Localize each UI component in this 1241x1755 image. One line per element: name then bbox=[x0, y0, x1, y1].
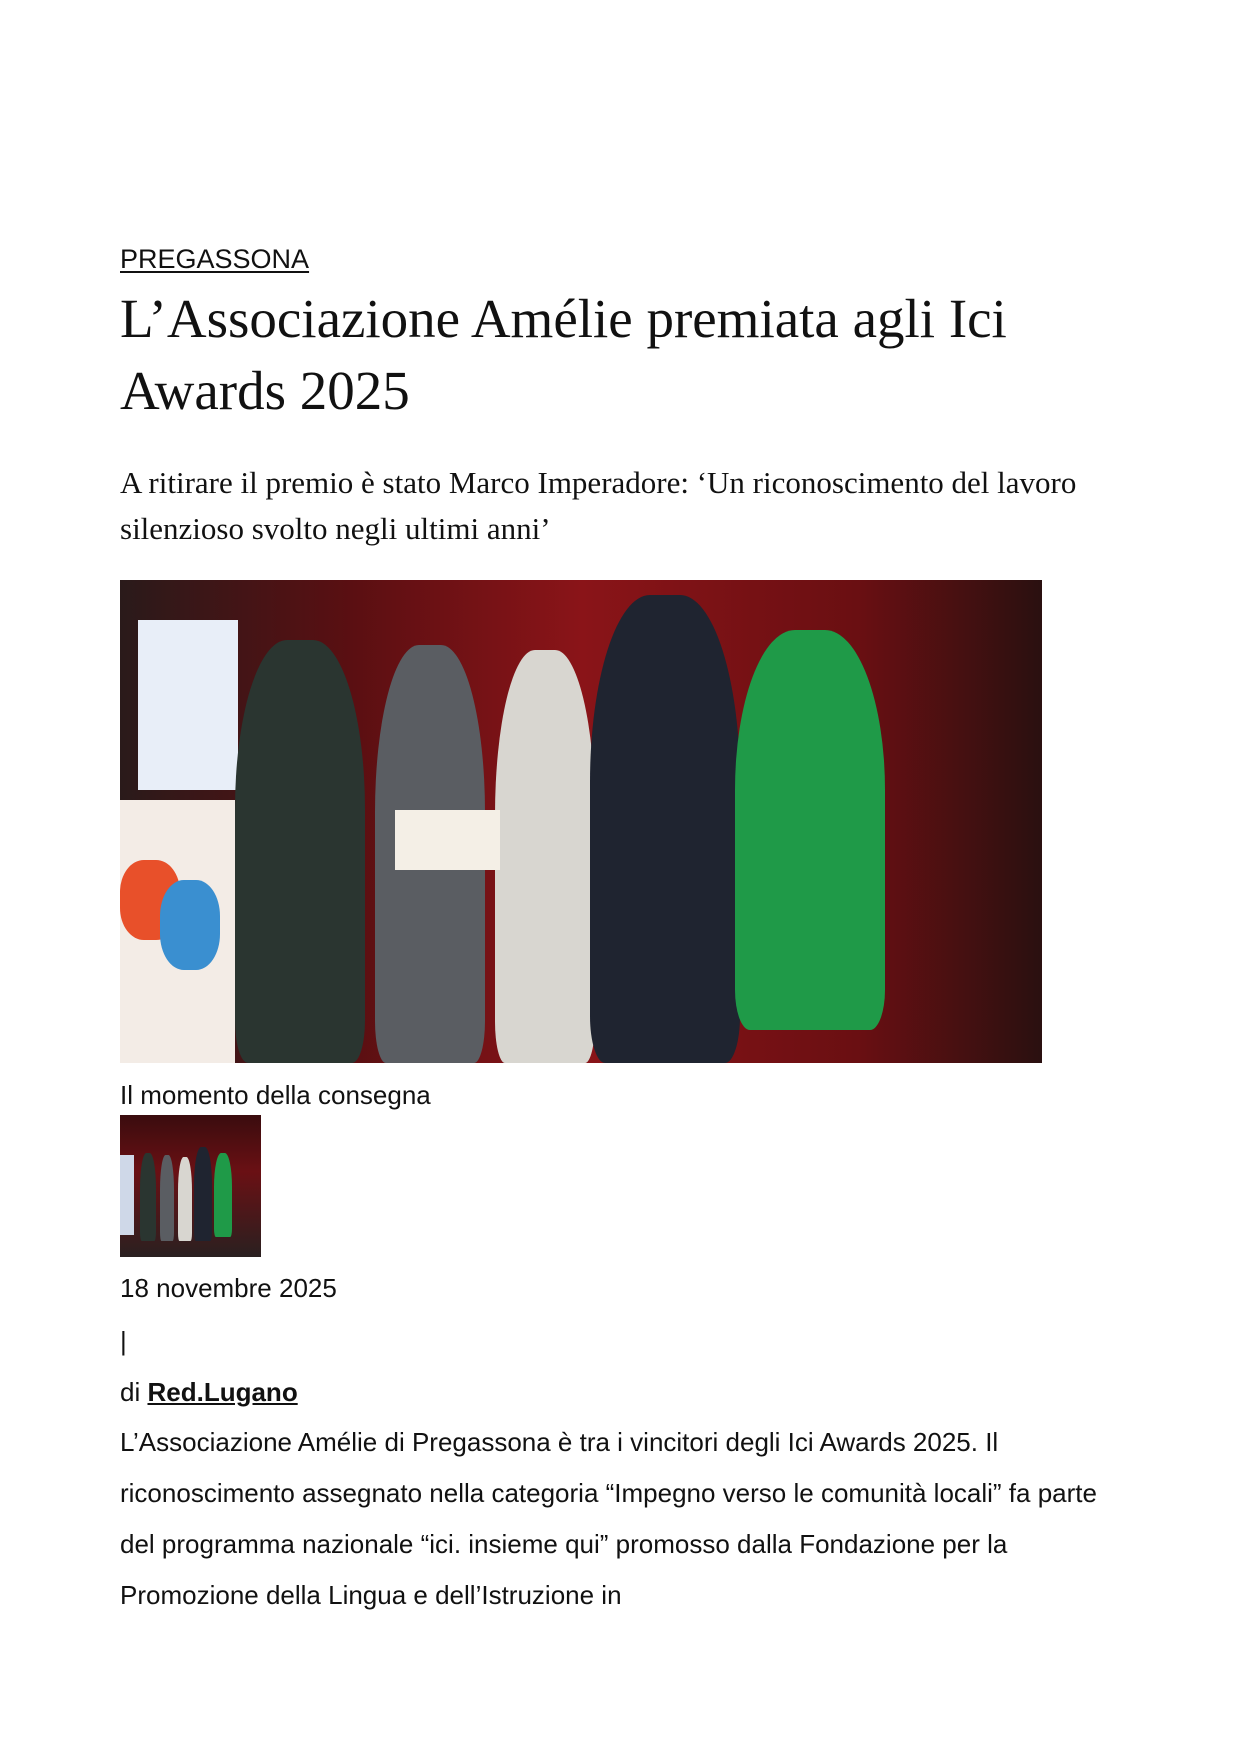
photo-thumbnail[interactable] bbox=[120, 1115, 261, 1257]
photo-caption: Il momento della consegna bbox=[120, 1080, 431, 1110]
award-screen bbox=[138, 620, 238, 790]
certificate bbox=[395, 810, 500, 870]
author-link[interactable]: Red.Lugano bbox=[147, 1377, 298, 1407]
author-prefix: di bbox=[120, 1377, 141, 1407]
article-subtitle: A ritirare il premio è stato Marco Imperadore: ‘Un riconoscimento del lavoro silenzioso svolto negli ultimi anni’ bbox=[120, 465, 1077, 546]
award-banner bbox=[120, 800, 235, 1063]
byline bbox=[120, 1377, 298, 1408]
category-link[interactable]: PREGASSONA bbox=[120, 244, 310, 274]
article-body: L’Associazione Amélie di Pregassona è tra i vincitori degli Ici Awards 2025. Il riconoscimento assegnato nella categoria “Impegno verso le comunità locali” fa parte del programma nazionale “ici. insieme qui” promosso dalla Fondazione per la Promozione della Lingua e dell’Istruzione in bbox=[120, 1427, 1097, 1610]
article-title: L’Associazione Amélie premiata agli Ici Awards 2025 bbox=[120, 288, 1007, 421]
meta-separator: | bbox=[120, 1326, 127, 1356]
publish-date: 18 novembre 2025 bbox=[120, 1273, 337, 1303]
main-photo[interactable] bbox=[120, 580, 1042, 1063]
